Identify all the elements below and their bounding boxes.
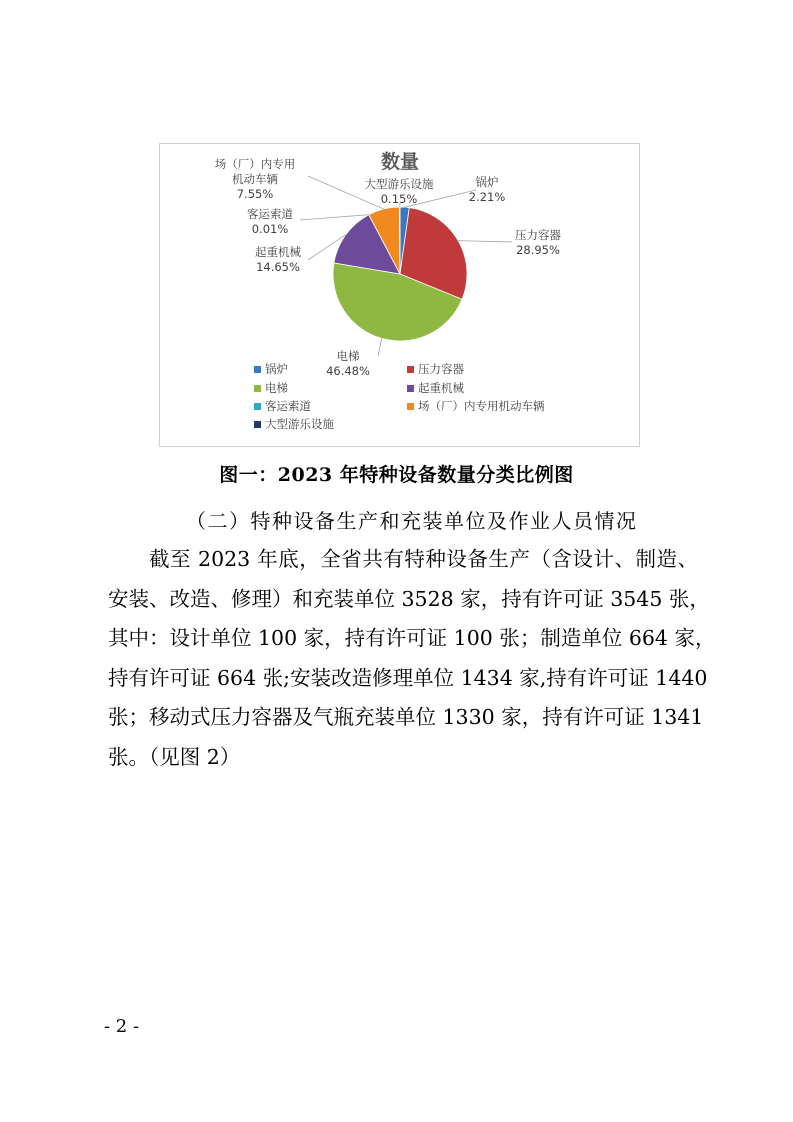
data-label-value: 14.65% <box>256 260 300 274</box>
data-label-category: 大型游乐设施 <box>364 177 434 191</box>
body-line: 张；移动式压力容器及气瓶充装单位 1330 家，持有许可证 1341 <box>108 705 704 729</box>
legend-label: 压力容器 <box>418 362 464 376</box>
data-label-category: 电梯 <box>336 349 360 363</box>
data-label-category: 客运索道 <box>247 207 293 221</box>
body-line: 张。（见图 2） <box>108 744 241 769</box>
data-label-value: 46.48% <box>326 364 370 378</box>
body-line: 安装、改造、修理）和充装单位 3528 家，持有许可证 3545 张， <box>108 586 710 611</box>
legend-swatch <box>407 385 414 392</box>
chart-title: 数量 <box>380 151 420 173</box>
legend-swatch <box>254 366 261 373</box>
data-label-category: 压力容器 <box>515 228 561 242</box>
pie-chart <box>159 143 640 447</box>
data-label-value: 0.01% <box>251 222 289 236</box>
data-label-value: 28.95% <box>516 243 560 257</box>
legend-label: 锅炉 <box>265 362 288 376</box>
data-label-value: 7.55% <box>236 187 274 201</box>
legend-label: 起重机械 <box>418 381 464 395</box>
legend-label: 大型游乐设施 <box>265 417 334 431</box>
legend-swatch <box>254 385 261 392</box>
page-number: - 2 - <box>104 1016 140 1037</box>
legend-label: 客运索道 <box>265 399 311 413</box>
data-label-value: 2.21% <box>468 190 506 204</box>
legend-swatch <box>407 366 414 373</box>
data-label-category: 起重机械 <box>255 245 301 259</box>
data-label-category: 场（厂）内专用机动车辆 <box>214 157 296 186</box>
body-line: 持有许可证 664 张;安装改造修理单位 1434 家,持有许可证 1440 <box>108 665 708 690</box>
section-heading: （二）特种设备生产和充装单位及作业人员情况 <box>186 509 638 533</box>
legend-swatch <box>407 403 414 410</box>
legend-label: 电梯 <box>265 381 288 395</box>
leader-line <box>378 339 382 357</box>
leader-line <box>300 215 369 220</box>
legend-label: 场（厂）内专用机动车辆 <box>418 399 545 413</box>
figure-caption: 图一：2023 年特种设备数量分类比例图 <box>219 464 574 486</box>
body-line: 截至 2023 年底，全省共有特种设备生产（含设计、制造、 <box>149 547 698 571</box>
legend-swatch <box>254 403 261 410</box>
legend-swatch <box>254 421 261 428</box>
data-label-category: 锅炉 <box>475 175 499 189</box>
body-paragraph <box>108 540 716 777</box>
leader-line <box>458 241 512 242</box>
data-label-value: 0.15% <box>380 192 418 206</box>
body-line: 其中：设计单位 100 家，持有许可证 100 张；制造单位 664 家， <box>108 626 716 650</box>
pie-chart-svg <box>160 144 641 448</box>
